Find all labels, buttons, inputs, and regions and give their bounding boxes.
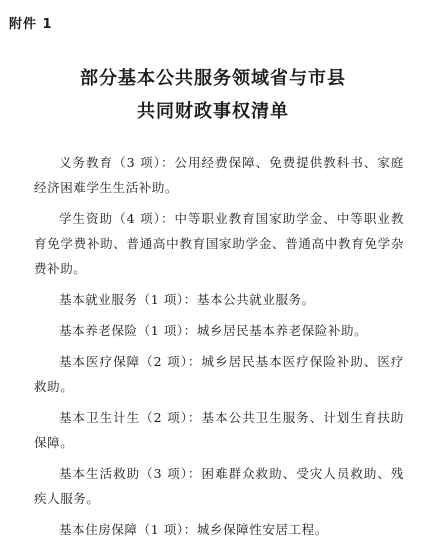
list-item-student-aid: 学生资助（4 项）：中等职业教育国家助学金、中等职业教育免学费补助、普通高中教育国家助学金、普通高中教育免学杂费补助。 (34, 211, 404, 276)
document-body (34, 150, 404, 548)
attachment-label: 附件 1 (9, 17, 53, 32)
list-item-medical-security: 基本医疗保障（2 项）：城乡居民基本医疗保险补助、医疗救助。 (34, 354, 404, 394)
document-title-line-2: 共同财政事权清单 (137, 101, 289, 122)
list-item-housing-security: 基本住房保障（1 项）：城乡保障性安居工程。 (59, 522, 328, 537)
list-item-health-family-planning: 基本卫生计生（2 项）：基本公共卫生服务、计划生育扶助保障。 (34, 410, 404, 450)
document-title-line-1: 部分基本公共服务领域省与市县 (80, 68, 346, 89)
list-item-compulsory-education: 义务教育（3 项）：公用经费保障、免费提供教科书、家庭经济困难学生生活补助。 (34, 155, 404, 195)
list-item-pension-insurance: 基本养老保险（1 项）：城乡居民基本养老保险补助。 (59, 323, 368, 338)
list-item-employment-service: 基本就业服务（1 项）：基本公共就业服务。 (59, 292, 315, 307)
list-item-living-assistance: 基本生活救助（3 项）：困难群众救助、受灾人员救助、残疾人服务。 (34, 466, 404, 506)
